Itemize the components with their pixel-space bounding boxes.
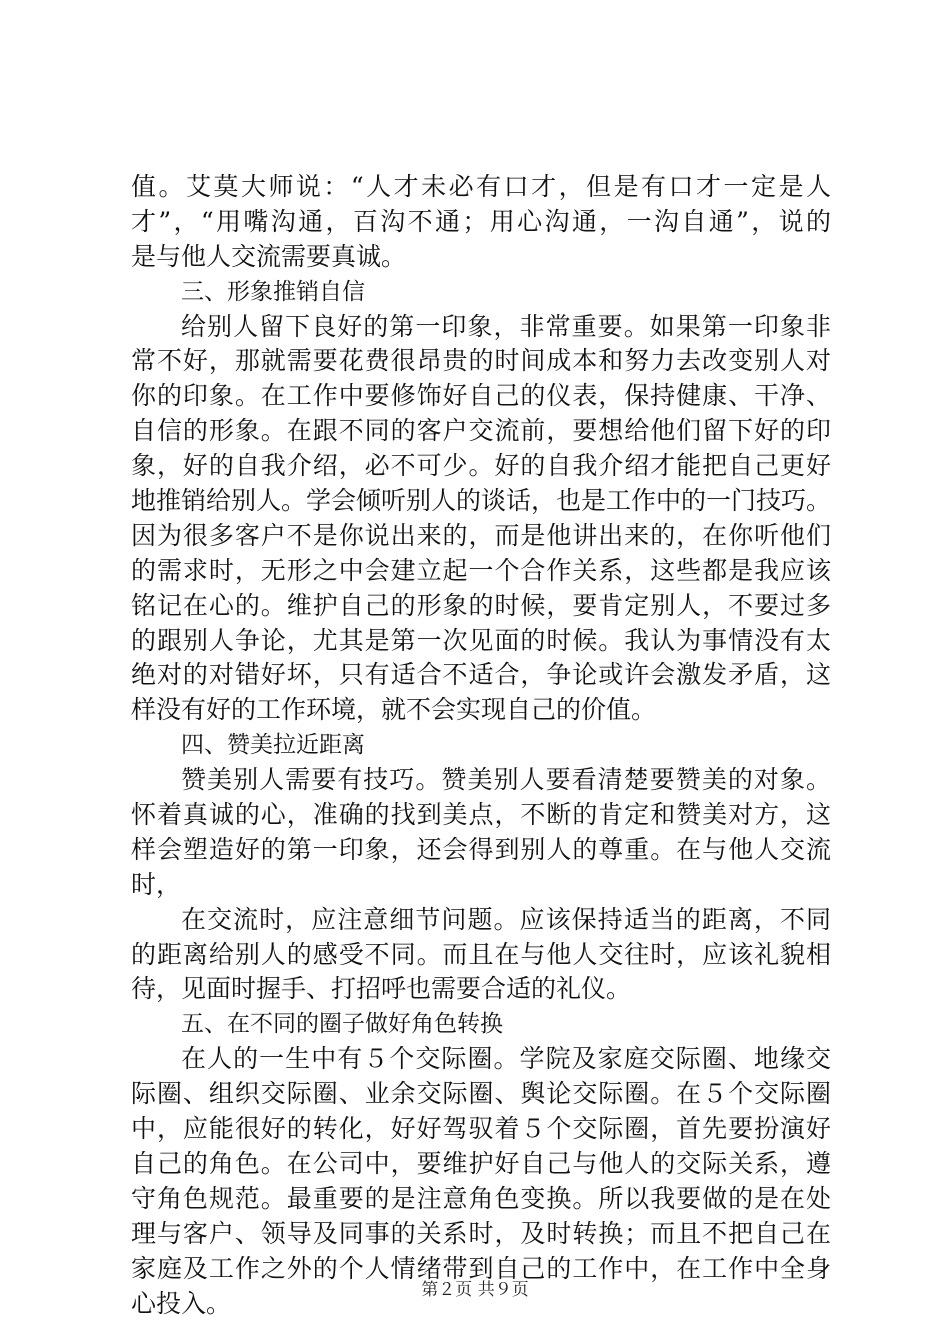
text-line: 因为很多客户不是你说出来的，而是他讲出来的，在你听他们 bbox=[131, 520, 831, 550]
text-line: 守角色规范。最重要的是注意角色变换。所以我要做的是在处 bbox=[131, 1183, 831, 1213]
text-line: 赞美别人需要有技巧。赞美别人要看清楚要赞美的对象。 bbox=[181, 765, 831, 795]
text-line: 常不好，那就需要花费很昂贵的时间成本和努力去改变别人对 bbox=[131, 346, 831, 376]
section-heading: 三、形象推销自信 bbox=[181, 278, 365, 305]
text-line: 才”，“用嘴沟通，百沟不通；用心沟通，一沟自通”，说的 bbox=[131, 206, 831, 236]
text-line: 象，好的自我介绍，必不可少。好的自我介绍才能把自己更好 bbox=[131, 451, 831, 481]
text-line: 你的印象。在工作中要修饰好自己的仪表，保持健康、干净、 bbox=[131, 381, 831, 411]
text-line: 的需求时，无形之中会建立起一个合作关系，这些都是我应该 bbox=[131, 555, 831, 585]
text-line: 心投入。 bbox=[131, 1288, 232, 1318]
text-line: 时， bbox=[131, 869, 182, 899]
section-heading: 五、在不同的圈子做好角色转换 bbox=[181, 1011, 503, 1038]
text-line: 的距离给别人的感受不同。而且在与他人交往时，应该礼貌相 bbox=[131, 939, 831, 969]
text-line: 自信的形象。在跟不同的客户交流前，要想给他们留下好的印 bbox=[131, 416, 831, 446]
text-line: 样没有好的工作环境，就不会实现自己的价值。 bbox=[131, 695, 657, 725]
text-line: 中，应能很好的转化，好好驾驭着５个交际圈，首先要扮演好 bbox=[131, 1114, 831, 1144]
text-line: 在人的一生中有５个交际圈。学院及家庭交际圈、地缘交 bbox=[181, 1044, 831, 1074]
text-line: 给别人留下良好的第一印象，非常重要。如果第一印象非 bbox=[181, 311, 831, 341]
document-body bbox=[131, 170, 831, 1321]
paragraph bbox=[131, 170, 831, 275]
paragraph bbox=[131, 903, 831, 1008]
paragraph bbox=[131, 763, 831, 903]
text-line: 铭记在心的。维护自己的形象的时候，要肯定别人，不要过多 bbox=[131, 590, 831, 620]
page-footer: 第２页 共９页 bbox=[421, 1280, 529, 1300]
text-line: 地推销给别人。学会倾听别人的谈话，也是工作中的一门技巧。 bbox=[131, 486, 832, 516]
paragraph bbox=[131, 310, 831, 729]
text-line: 样会塑造好的第一印象，还会得到别人的尊重。在与他人交流 bbox=[131, 834, 831, 864]
text-line: 怀着真诚的心，准确的找到美点，不断的肯定和赞美对方，这 bbox=[131, 800, 831, 830]
text-line: 理与客户、领导及同事的关系时，及时转换；而且不把自己在 bbox=[131, 1218, 831, 1248]
text-line: 待，见面时握手、打招呼也需要合适的礼仪。 bbox=[131, 974, 632, 1004]
text-line: 绝对的对错好坏，只有适合不适合，争论或许会激发矛盾，这 bbox=[131, 660, 831, 690]
section-heading: 四、赞美拉近距离 bbox=[181, 732, 365, 759]
text-line: 在交流时，应注意细节问题。应该保持适当的距离，不同 bbox=[181, 904, 831, 934]
text-line: 家庭及工作之外的个人情绪带到自己的工作中，在工作中全身 bbox=[131, 1253, 831, 1283]
text-line: 值。艾莫大师说：“人才未必有口才，但是有口才一定是人 bbox=[131, 172, 831, 201]
text-line: 自己的角色。在公司中，要维护好自己与他人的交际关系，遵 bbox=[131, 1148, 831, 1178]
text-line: 际圈、组织交际圈、业余交际圈、舆论交际圈。在５个交际圈 bbox=[131, 1079, 831, 1109]
text-line: 是与他人交流需要真诚。 bbox=[131, 241, 407, 271]
text-line: 的跟别人争论，尤其是第一次见面的时候。我认为事情没有太 bbox=[131, 625, 831, 655]
